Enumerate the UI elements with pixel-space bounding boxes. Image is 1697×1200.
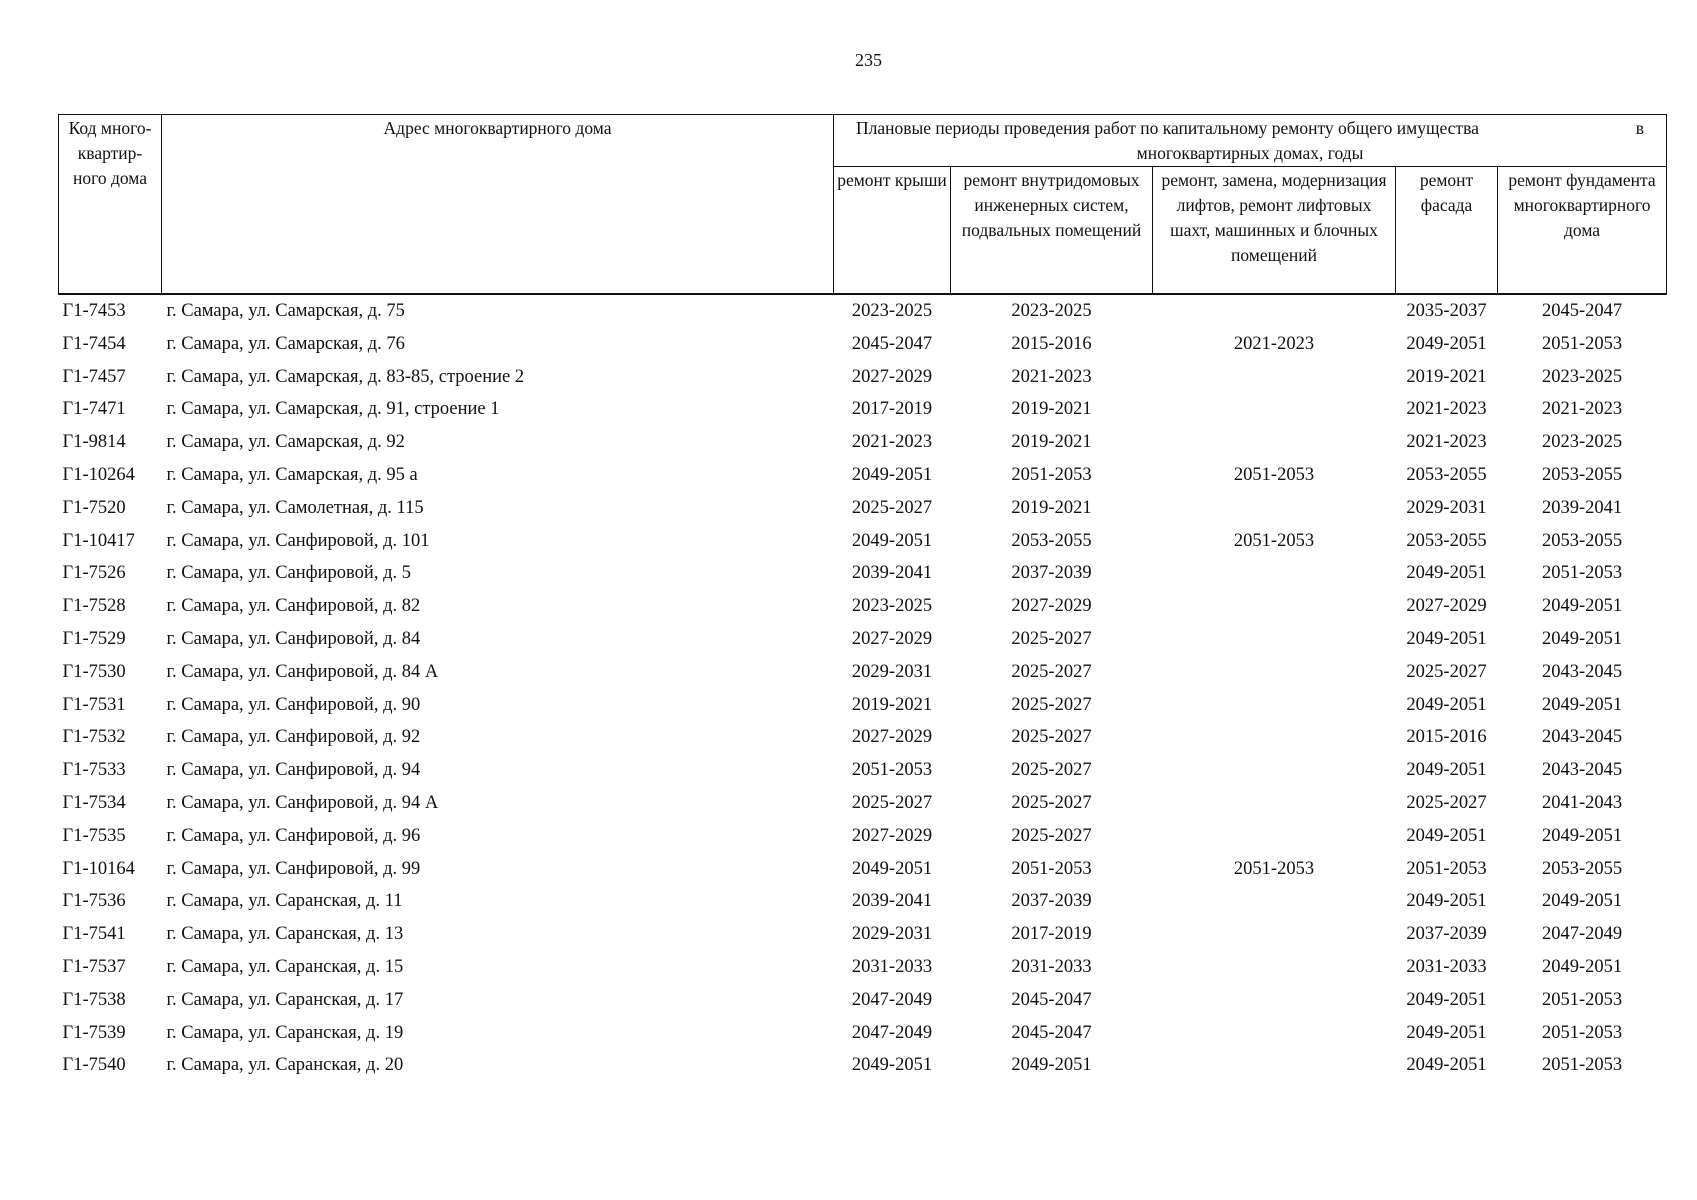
cell-code: Г1-7520 [62,497,126,518]
header-address: Адрес многоквартирного дома [162,115,834,295]
cell-elevators [1153,656,1396,689]
cell-engineering: 2025-2027 [1011,792,1092,813]
cell-address: г. Самара, ул. Санфировой, д. 101 [166,530,430,551]
cell-code: Г1-7453 [62,301,126,321]
cell-code: Г1-7541 [62,924,126,945]
cell-facade: 2029-2031 [1406,497,1487,518]
cell-elevators [1153,1049,1396,1082]
table-row [59,885,1667,918]
cell-elevators: 2051-2053 [1233,464,1315,485]
cell-roof: 2045-2047 [851,333,933,354]
cell-code: Г1-7540 [62,1055,126,1076]
cell-engineering: 2025-2027 [1011,661,1092,682]
table-row [59,361,1667,394]
cell-address: г. Самара, ул. Самарская, д. 83-85, строение 2 [166,366,525,387]
cell-engineering: 2019-2021 [1011,399,1092,420]
cell-engineering: 2053-2055 [1011,530,1092,551]
cell-roof: 2027-2029 [851,825,933,846]
cell-address: г. Самара, ул. Саранская, д. 15 [166,956,404,977]
cell-foundation: 2049-2051 [1541,628,1623,649]
cell-facade: 2049-2051 [1406,628,1487,649]
table-row [59,853,1667,886]
table-row [59,492,1667,525]
cell-address: г. Самара, ул. Санфировой, д. 5 [166,563,411,584]
cell-address: г. Самара, ул. Санфировой, д. 90 [166,694,421,715]
cell-address: г. Самара, ул. Санфировой, д. 82 [166,596,421,617]
cell-facade: 2049-2051 [1406,694,1487,715]
table-row [59,294,1667,328]
cell-foundation: 2043-2045 [1541,727,1623,748]
cell-foundation: 2049-2051 [1541,956,1623,977]
cell-engineering: 2045-2047 [1011,1022,1092,1043]
cell-engineering: 2037-2039 [1011,563,1092,584]
cell-facade: 2031-2033 [1406,956,1487,977]
cell-elevators [1153,1017,1396,1050]
cell-code: Г1-7536 [62,891,126,912]
cell-roof: 2049-2051 [851,530,933,551]
cell-engineering: 2025-2027 [1011,760,1092,781]
cell-address: г. Самара, ул. Самолетная, д. 115 [166,497,424,518]
cell-facade: 2037-2039 [1406,924,1487,945]
cell-elevators [1153,590,1396,623]
cell-engineering: 2045-2047 [1011,989,1092,1010]
cell-elevators [1153,984,1396,1017]
header-periods-tail: в [1635,118,1645,138]
cell-engineering: 2025-2027 [1011,727,1092,748]
cell-code: Г1-7471 [62,399,126,420]
cell-facade: 2049-2051 [1406,989,1487,1010]
cell-foundation: 2041-2043 [1541,792,1623,813]
table-row [59,721,1667,754]
cell-facade: 2025-2027 [1406,792,1487,813]
table-row [59,459,1667,492]
cell-foundation: 2049-2051 [1541,825,1623,846]
cell-roof: 2049-2051 [851,858,933,879]
cell-foundation: 2049-2051 [1541,694,1623,715]
cell-facade: 2021-2023 [1406,399,1487,420]
cell-engineering: 2019-2021 [1011,497,1092,518]
header-engineering: ремонт внутридомовых инженерных систем, подвальных помещений [951,167,1153,295]
cell-elevators: 2021-2023 [1233,333,1315,354]
cell-code: Г1-7531 [62,694,126,715]
cell-code: Г1-7529 [62,628,126,649]
cell-roof: 2039-2041 [851,563,933,584]
cell-address: г. Самара, ул. Самарская, д. 76 [166,333,405,354]
cell-foundation: 2051-2053 [1541,563,1623,584]
cell-elevators [1153,951,1396,984]
cell-code: Г1-7532 [62,727,126,748]
cell-address: г. Самара, ул. Санфировой, д. 94 [166,760,421,781]
cell-code: Г1-7537 [62,956,126,977]
cell-foundation: 2053-2055 [1541,464,1623,485]
cell-roof: 2047-2049 [851,989,933,1010]
cell-roof: 2029-2031 [851,661,933,682]
cell-foundation: 2051-2053 [1541,333,1623,354]
cell-code: Г1-7534 [62,792,126,813]
table-row [59,426,1667,459]
cell-engineering: 2025-2027 [1011,694,1092,715]
table-row [59,557,1667,590]
cell-facade: 2053-2055 [1406,530,1487,551]
header-foundation: ремонт фундамента многоквартирного дома [1498,167,1667,295]
page-number: 235 [855,50,882,70]
header-periods-line2: многоквартирных домах, годы [1136,143,1364,163]
table-row [59,754,1667,787]
cell-foundation: 2049-2051 [1541,891,1623,912]
cell-foundation: 2045-2047 [1541,301,1623,321]
cell-elevators [1153,557,1396,590]
cell-engineering: 2049-2051 [1011,1055,1092,1076]
cell-roof: 2047-2049 [851,1022,933,1043]
cell-code: Г1-7454 [62,333,126,354]
cell-facade: 2025-2027 [1406,661,1487,682]
table-row [59,689,1667,722]
cell-roof: 2023-2025 [851,596,933,617]
header-elevators: ремонт, замена, модернизация лифтов, ремонт лифтовых шахт, машинных и блочных помещений [1153,167,1396,295]
cell-engineering: 2023-2025 [1011,301,1092,321]
cell-address: г. Самара, ул. Саранская, д. 11 [166,891,403,912]
table-row [59,951,1667,984]
table-row [59,525,1667,558]
cell-elevators [1153,885,1396,918]
cell-facade: 2049-2051 [1406,1055,1487,1076]
cell-foundation: 2053-2055 [1541,858,1623,879]
cell-engineering: 2051-2053 [1011,464,1092,485]
table-row [59,590,1667,623]
cell-code: Г1-7526 [62,563,126,584]
cell-engineering: 2037-2039 [1011,891,1092,912]
cell-roof: 2019-2021 [851,694,933,715]
cell-facade: 2049-2051 [1406,760,1487,781]
cell-roof: 2027-2029 [851,628,933,649]
cell-elevators [1153,492,1396,525]
cell-elevators [1153,426,1396,459]
cell-elevators [1153,754,1396,787]
cell-engineering: 2015-2016 [1011,333,1092,354]
cell-code: Г1-7539 [62,1022,126,1043]
cell-elevators [1153,361,1396,394]
cell-foundation: 2039-2041 [1541,497,1623,518]
cell-code: Г1-10264 [62,464,135,485]
table-row [59,918,1667,951]
cell-address: г. Самара, ул. Санфировой, д. 84 [166,628,421,649]
capital-repair-table [58,114,1667,1082]
cell-foundation: 2053-2055 [1541,530,1623,551]
cell-elevators [1153,721,1396,754]
cell-engineering: 2025-2027 [1011,628,1092,649]
header-roof: ремонт крыши [834,167,951,295]
header-code: Код много-квартир-ного дома [59,115,162,295]
table-row [59,820,1667,853]
cell-code: Г1-10417 [62,530,135,551]
cell-foundation: 2023-2025 [1541,432,1623,453]
cell-facade: 2051-2053 [1406,858,1487,879]
cell-code: Г1-7528 [62,596,126,617]
cell-roof: 2051-2053 [851,760,933,781]
cell-roof: 2021-2023 [851,432,933,453]
cell-engineering: 2051-2053 [1011,858,1092,879]
cell-code: Г1-7535 [62,825,126,846]
cell-roof: 2049-2051 [851,464,933,485]
cell-foundation: 2051-2053 [1541,1022,1623,1043]
cell-code: Г1-9814 [62,432,126,453]
cell-code: Г1-7533 [62,760,126,781]
cell-engineering: 2025-2027 [1011,825,1092,846]
cell-facade: 2027-2029 [1406,596,1487,617]
cell-code: Г1-7530 [62,661,126,682]
cell-address: г. Самара, ул. Саранская, д. 20 [166,1055,404,1076]
cell-roof: 2031-2033 [851,956,933,977]
cell-foundation: 2049-2051 [1541,596,1623,617]
cell-facade: 2053-2055 [1406,464,1487,485]
cell-engineering: 2031-2033 [1011,956,1092,977]
cell-facade: 2049-2051 [1406,891,1487,912]
cell-elevators [1153,820,1396,853]
header-periods [834,115,1667,167]
cell-elevators [1153,918,1396,951]
cell-address: г. Самара, ул. Санфировой, д. 84 А [166,661,439,682]
cell-facade: 2049-2051 [1406,563,1487,584]
cell-facade: 2049-2051 [1406,1022,1487,1043]
table-row [59,393,1667,426]
cell-address: г. Самара, ул. Санфировой, д. 96 [166,825,421,846]
cell-address: г. Самара, ул. Самарская, д. 92 [166,432,405,453]
cell-foundation: 2051-2053 [1541,989,1623,1010]
cell-elevators: 2051-2053 [1233,858,1315,879]
cell-address: г. Самара, ул. Самарская, д. 75 [166,301,405,321]
cell-roof: 2029-2031 [851,924,933,945]
cell-foundation: 2043-2045 [1541,661,1623,682]
cell-elevators [1153,623,1396,656]
cell-foundation: 2023-2025 [1541,366,1623,387]
cell-facade: 2021-2023 [1406,432,1487,453]
cell-address: г. Самара, ул. Саранская, д. 19 [166,1022,404,1043]
cell-roof: 2025-2027 [851,497,933,518]
cell-elevators [1153,689,1396,722]
cell-facade: 2049-2051 [1406,825,1487,846]
cell-elevators [1153,393,1396,426]
header-facade: ремонт фасада [1396,167,1498,295]
cell-roof: 2027-2029 [851,366,933,387]
cell-roof: 2027-2029 [851,727,933,748]
cell-engineering: 2019-2021 [1011,432,1092,453]
cell-engineering: 2027-2029 [1011,596,1092,617]
cell-facade: 2019-2021 [1406,366,1487,387]
cell-address: г. Самара, ул. Саранская, д. 17 [166,989,404,1010]
header-periods-main: Плановые периоды проведения работ по капитальному ремонту общего имущества [856,118,1479,138]
cell-address: г. Самара, ул. Санфировой, д. 99 [166,858,421,879]
cell-elevators [1153,787,1396,820]
cell-elevators [1153,294,1396,328]
cell-facade: 2035-2037 [1406,301,1487,321]
cell-address: г. Самара, ул. Санфировой, д. 94 А [166,792,439,813]
cell-foundation: 2043-2045 [1541,760,1623,781]
cell-facade: 2015-2016 [1406,727,1487,748]
cell-roof: 2025-2027 [851,792,933,813]
cell-facade: 2049-2051 [1406,333,1487,354]
cell-roof: 2049-2051 [851,1055,933,1076]
cell-engineering: 2021-2023 [1011,366,1092,387]
cell-address: г. Самара, ул. Самарская, д. 95 а [166,464,418,485]
cell-code: Г1-7538 [62,989,126,1010]
cell-elevators: 2051-2053 [1233,530,1315,551]
table-row [59,1017,1667,1050]
cell-roof: 2039-2041 [851,891,933,912]
cell-code: Г1-10164 [62,858,135,879]
table-row [59,623,1667,656]
cell-address: г. Самара, ул. Санфировой, д. 92 [166,727,421,748]
table-row [59,1049,1667,1082]
table-row [59,656,1667,689]
cell-foundation: 2051-2053 [1541,1055,1623,1076]
cell-foundation: 2021-2023 [1541,399,1623,420]
table-row [59,787,1667,820]
cell-engineering: 2017-2019 [1011,924,1092,945]
table-row [59,984,1667,1017]
cell-foundation: 2047-2049 [1541,924,1623,945]
cell-code: Г1-7457 [62,366,126,387]
cell-address: г. Самара, ул. Самарская, д. 91, строение 1 [166,399,500,420]
table-row [59,328,1667,361]
cell-address: г. Самара, ул. Саранская, д. 13 [166,924,404,945]
table-header [59,115,1667,295]
table-body [59,294,1667,1082]
cell-roof: 2017-2019 [851,399,933,420]
cell-roof: 2023-2025 [851,301,933,321]
